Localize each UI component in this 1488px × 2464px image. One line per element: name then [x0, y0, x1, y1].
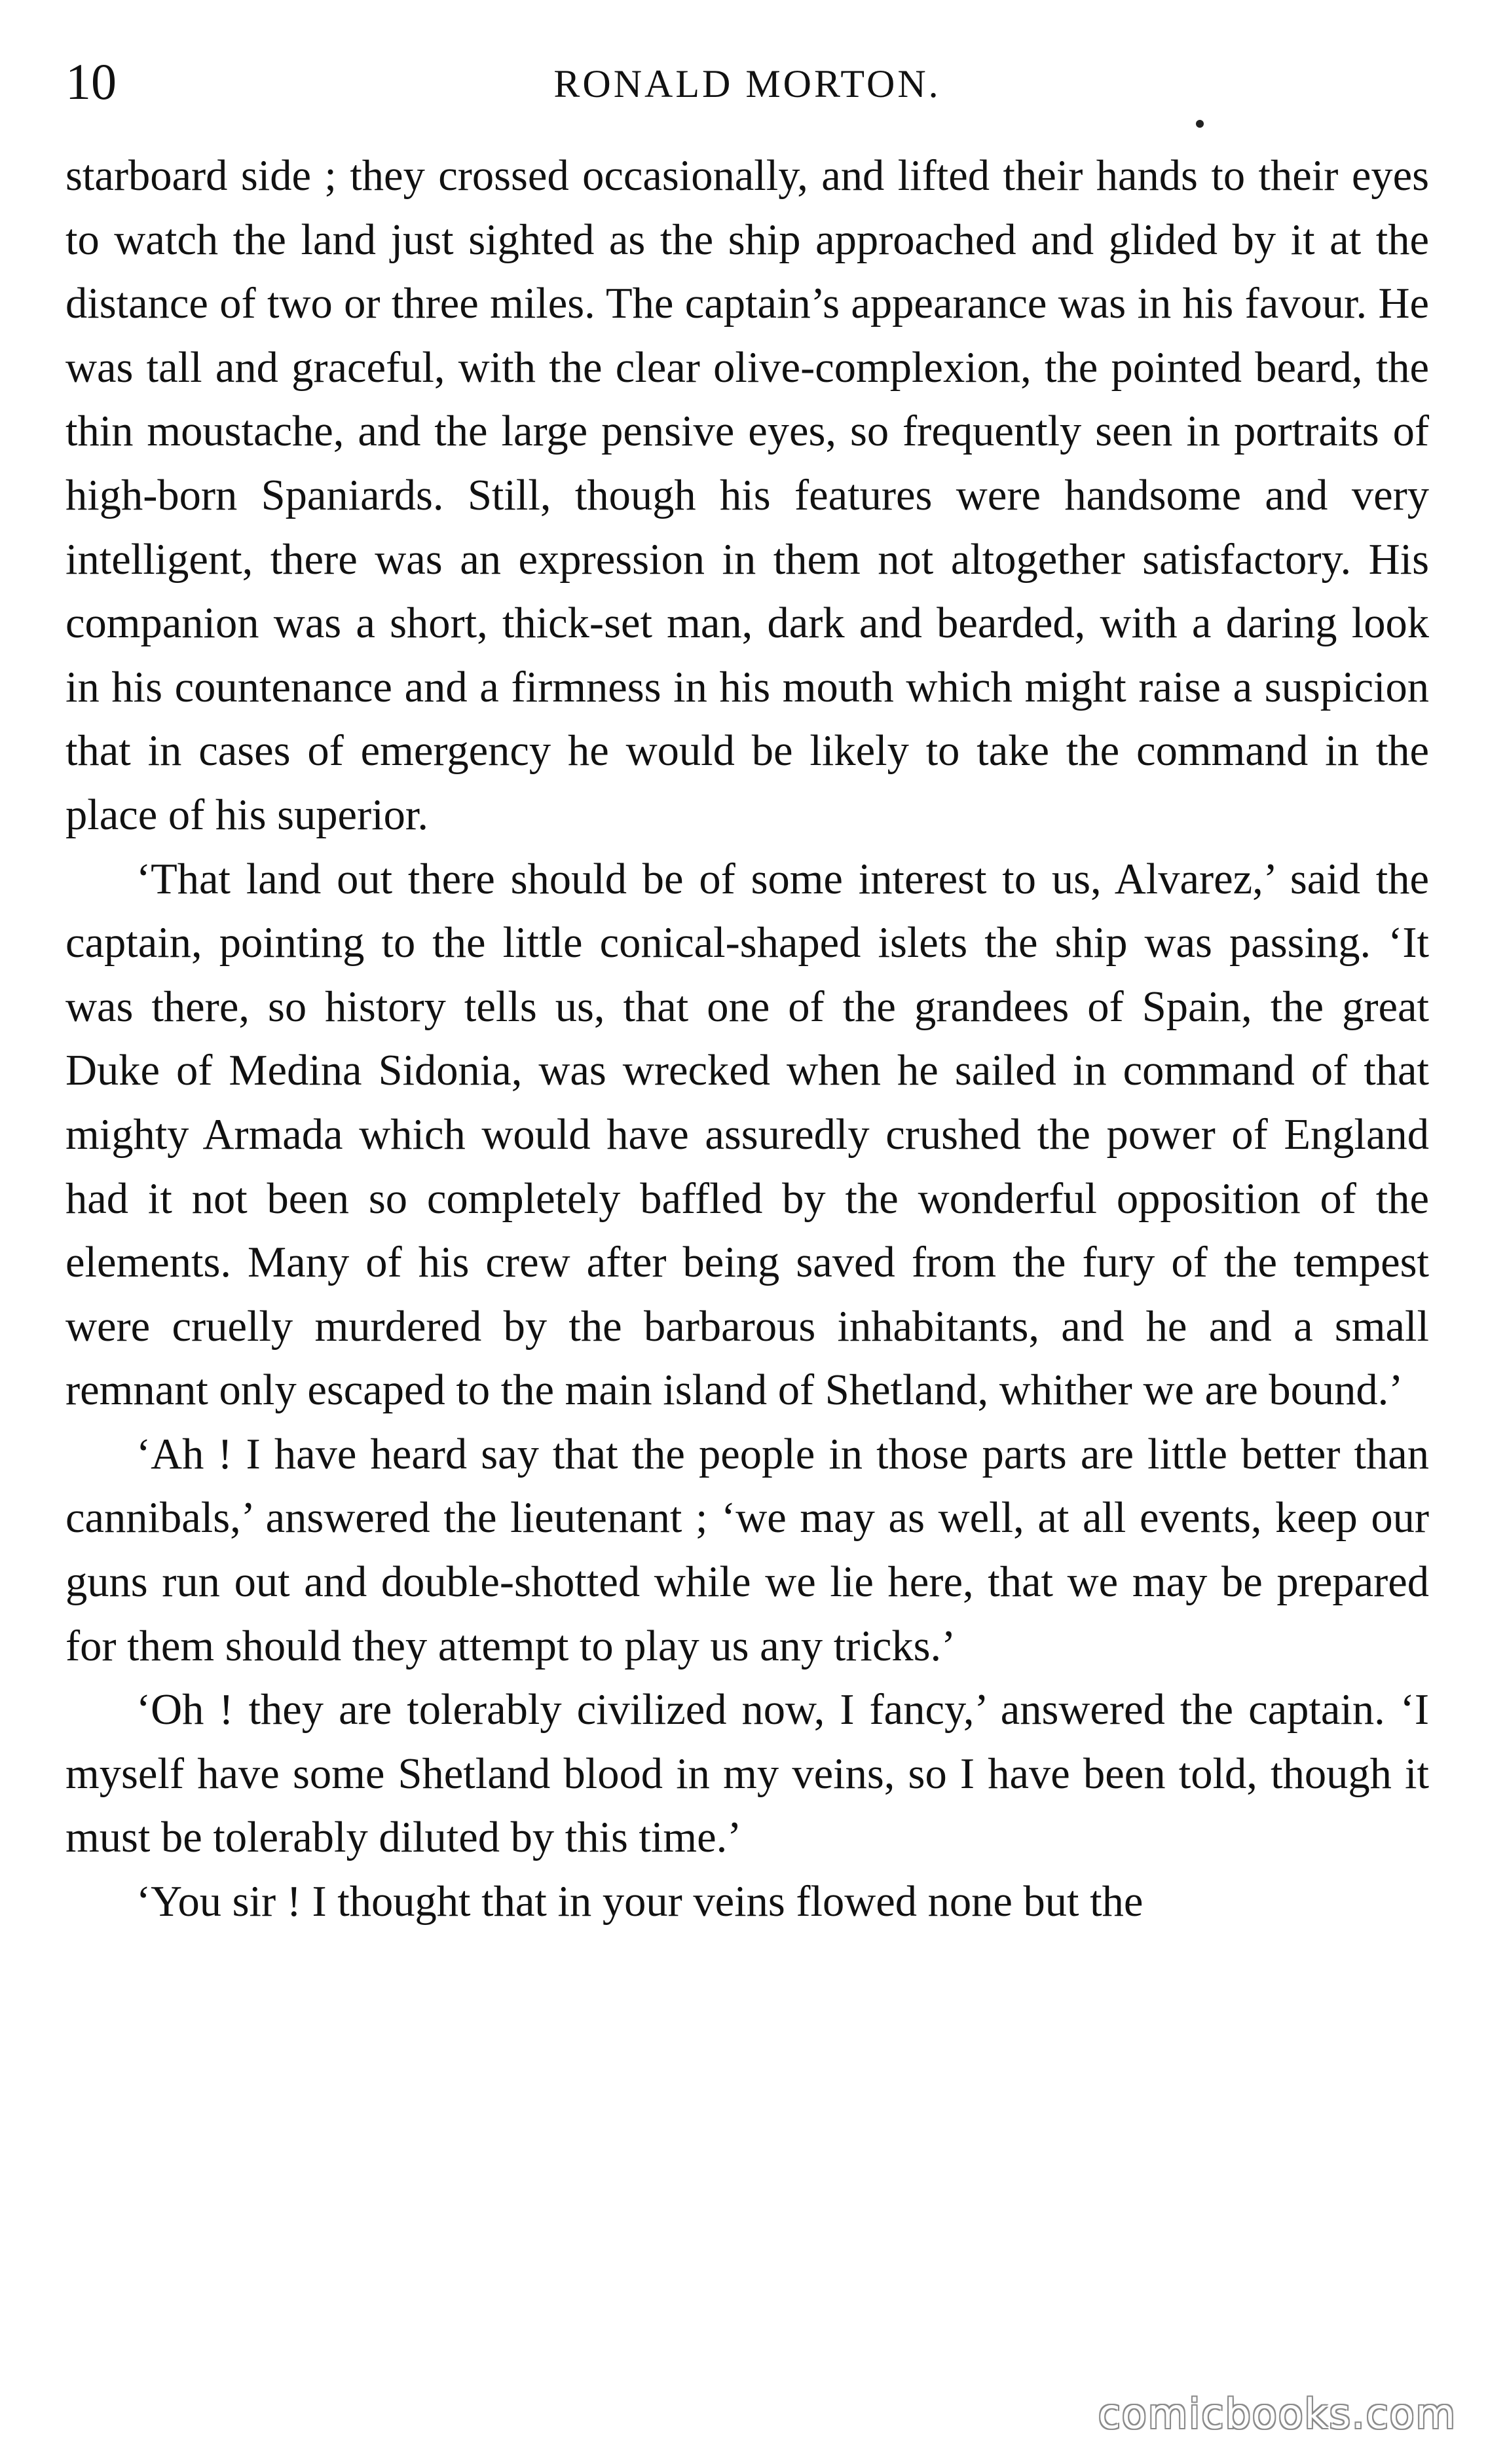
paragraph-final-line: ‘You sir ! I thought that in your veins flowed none but the: [136, 1878, 1144, 1926]
paragraph-captain-reply: ‘Oh ! they are tolerably civilized now, I fancy,’ answered the captain. ‘I myself have some Shetland blood in my veins, so I have been told, though it must be tolerably diluted by this time.’: [65, 1686, 1429, 1862]
paragraph-captain-speech: ‘That land out there should be of some interest to us, Alvarez,’ said the captain, pointing to the little conical-shaped islets the ship was passing. ‘It was there, so history tells us, that one of the grandees of Spain, the great Duke of Medina Sidonia, was wrecked when he sailed in command of that mighty Armada which would have assuredly crushed the power of England had it not been so completely baffled by the wonderful opposition of the elements. Many of his crew after being saved from the fury of the tempest were cruelly murdered by the barbarous inhabitants, and he and a small remnant only escaped to the main island of Shetland, whither we are bound.’: [65, 855, 1429, 1415]
running-title: RONALD MORTON.: [553, 62, 941, 105]
page-header: [65, 46, 1429, 118]
paragraph-continuation: starboard side ; they crossed occasionally, and lifted their hands to their eyes to watch the land just sighted as the ship approached and glided by it at the distance of two or three miles. The captain’s appearance was in his favour. He was tall and graceful, with the clear olive-complexion, the pointed beard, the thin moustache, and the large pensive eyes, so frequently seen in portraits of high-born Spaniards. Still, though his features were handsome and very intelligent, there was an expression in them not altogether satisfactory. His companion was a short, thick-set man, dark and bearded, with a daring look in his countenance and a firmness in his mouth which might raise a suspicion that in cases of emergency he would be likely to take the command in the place of his superior.: [65, 152, 1429, 839]
paragraph-lieutenant-reply: ‘Ah ! I have heard say that the people in those parts are little better than cannibals,’ answered the lieutenant ; ‘we may as well, at all events, keep our guns run out and double-shotted while we lie here, that we may be prepared for them should they attempt to play us any tricks.’: [65, 1430, 1429, 1670]
body-text: [65, 144, 1429, 1934]
ink-speck: [1196, 120, 1204, 128]
page-number: 10: [65, 53, 117, 110]
watermark: comicbooks.com: [1098, 2390, 1457, 2438]
